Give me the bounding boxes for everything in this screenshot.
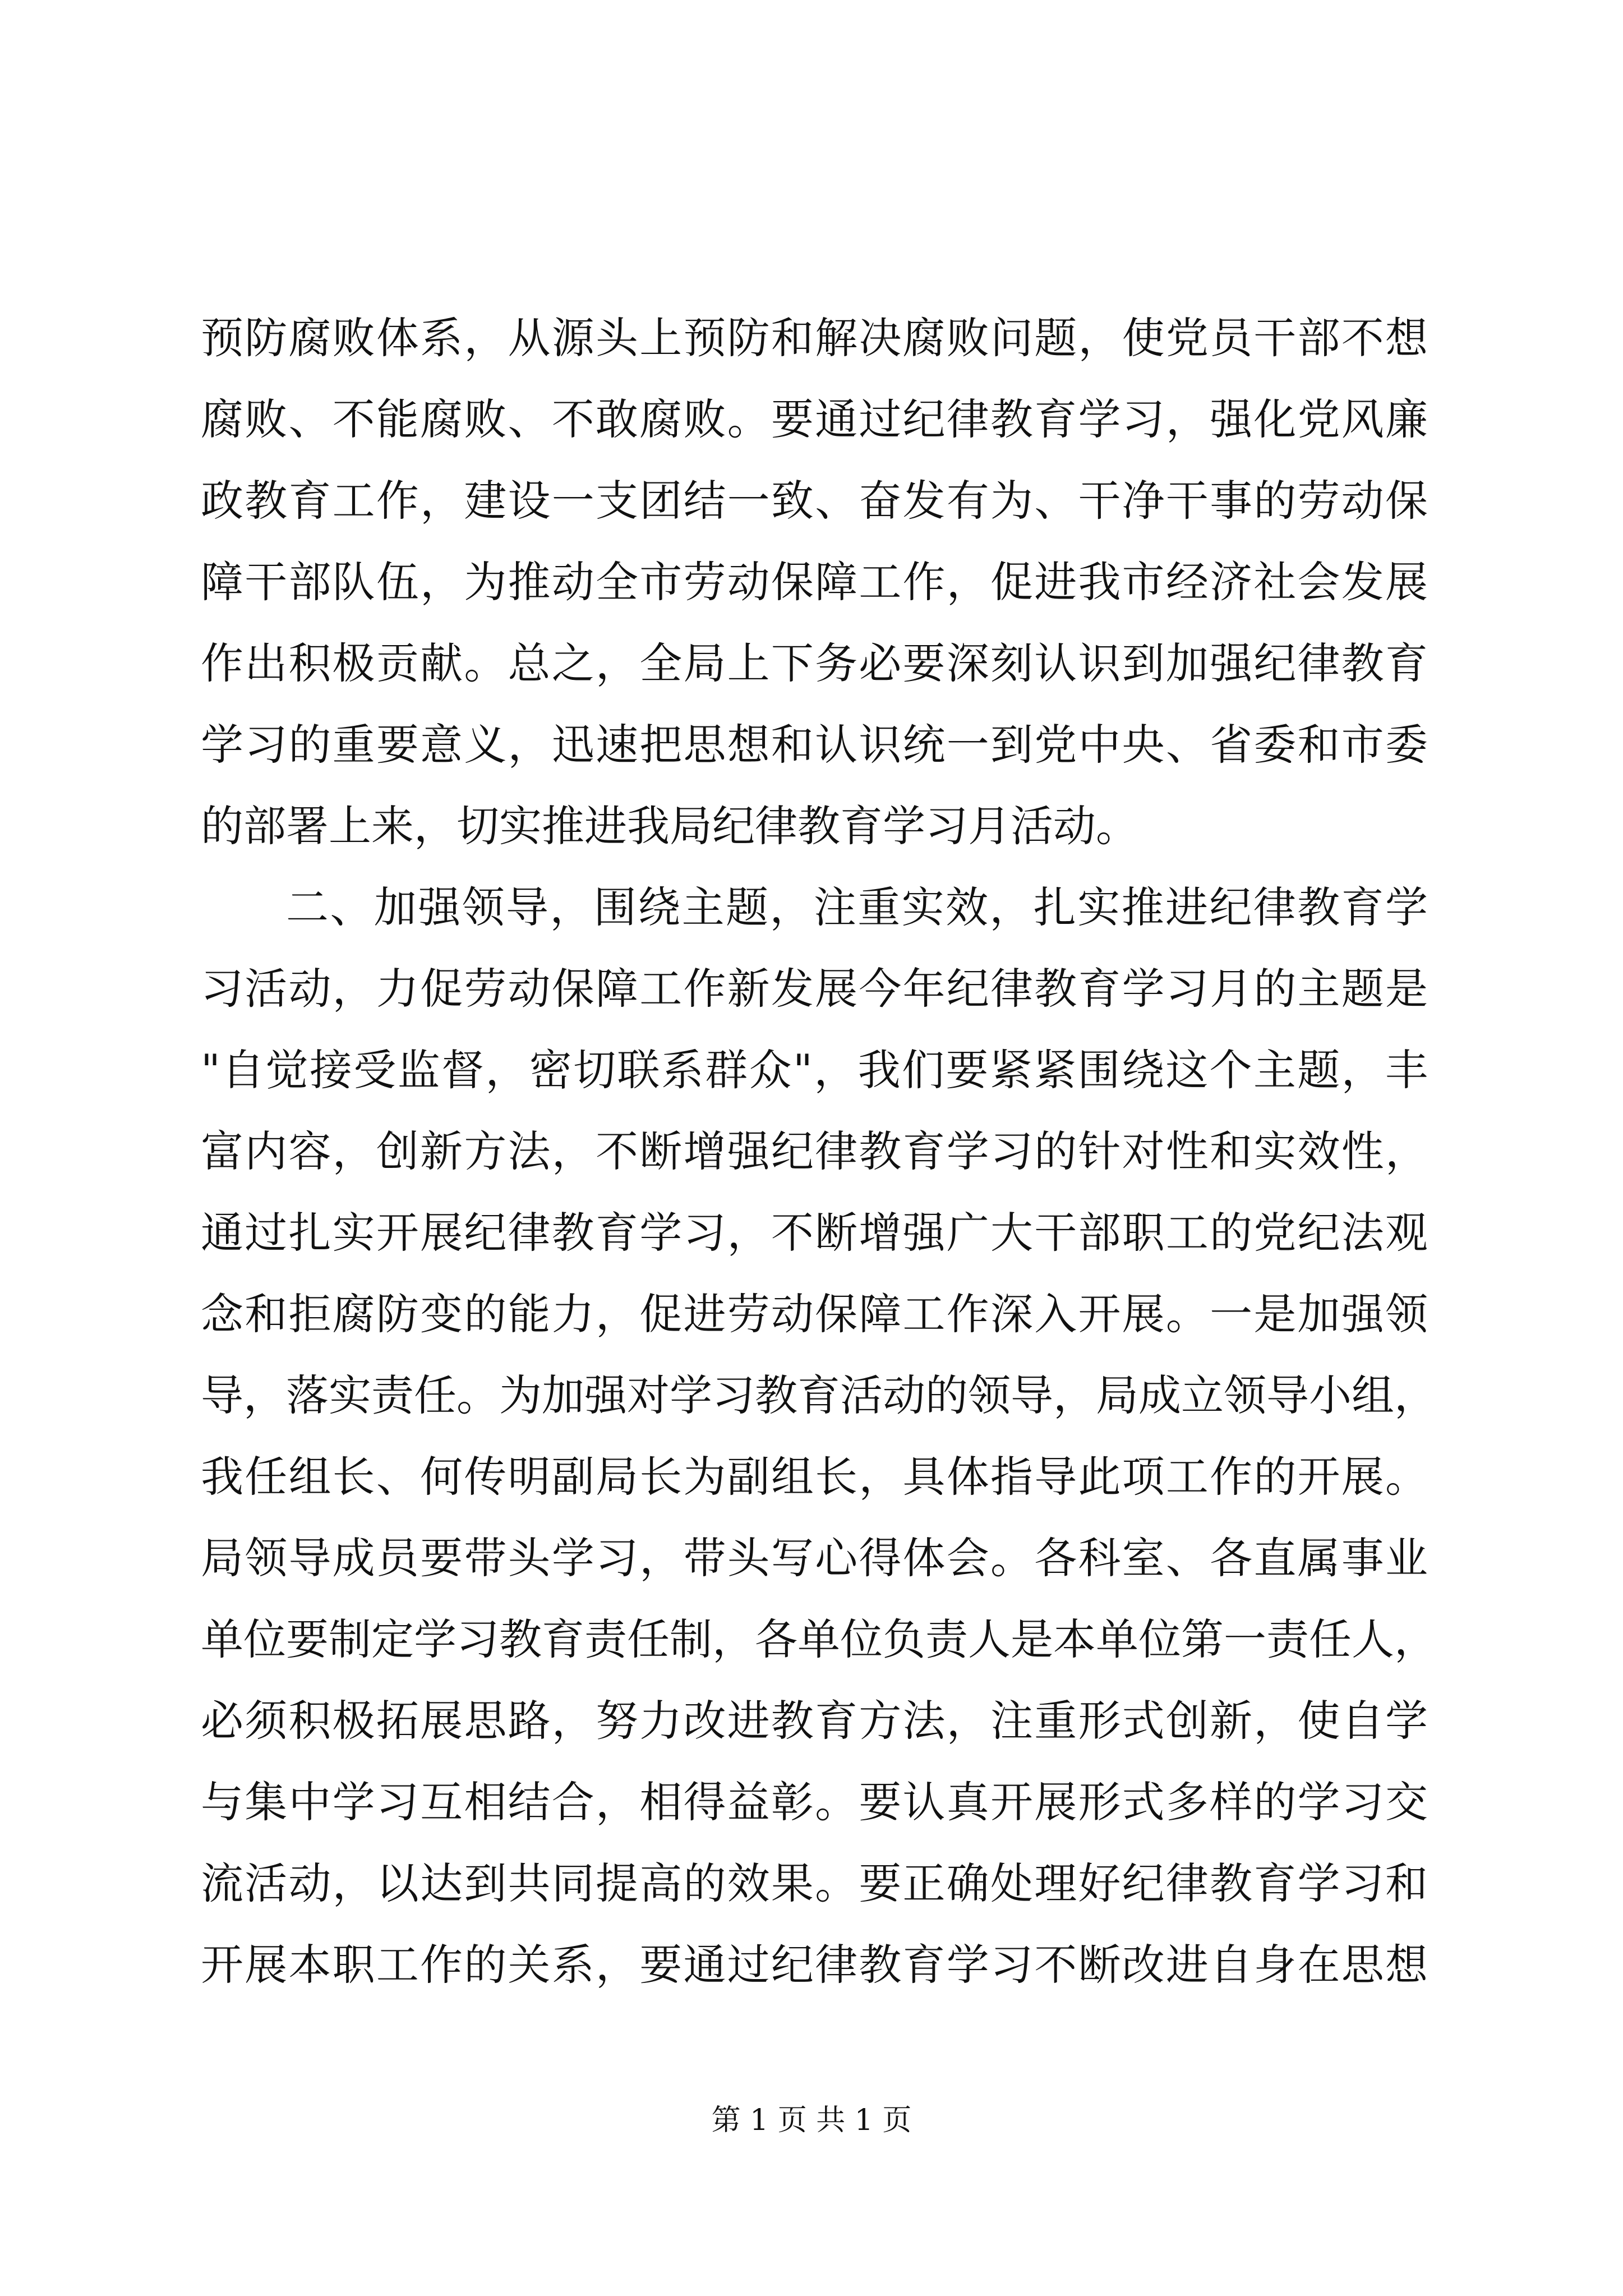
text-line: 预防腐败体系，从源头上预防和解决腐败问题，使党员干部不想	[201, 313, 1428, 363]
text-line: 通过扎实开展纪律教育学习，不断增强广大干部职工的党纪法观	[201, 1208, 1428, 1258]
text-line: 流活动，以达到共同提高的效果。要正确处理好纪律教育学习和	[201, 1858, 1428, 1908]
body-text	[201, 297, 1437, 2005]
text-line: 我任组长、何传明副局长为副组长，具体指导此项工作的开展。	[201, 1452, 1428, 1502]
text-line: 单位要制定学习教育责任制，各单位负责人是本单位第一责任人，	[201, 1614, 1437, 1664]
text-line: 念和拒腐防变的能力，促进劳动保障工作深入开展。一是加强领	[201, 1289, 1428, 1339]
text-line: 的部署上来，切实推进我局纪律教育学习月活动。	[201, 801, 1138, 851]
page-number-label: 第 1 页 共 1 页	[711, 2104, 912, 2137]
text-line: 腐败、不能腐败、不敢腐败。要通过纪律教育学习，强化党风廉	[201, 394, 1428, 444]
text-line: 障干部队伍，为推动全市劳动保障工作，促进我市经济社会发展	[201, 557, 1428, 607]
text-line: "自觉接受监督，密切联系群众"，我们要紧紧围绕这个主题，丰	[201, 1045, 1428, 1095]
text-line: 必须积极拓展思路，努力改进教育方法，注重形式创新，使自学	[201, 1696, 1428, 1746]
text-line: 与集中学习互相结合，相得益彰。要认真开展形式多样的学习交	[201, 1777, 1428, 1827]
text-line: 政教育工作，建设一支团结一致、奋发有为、干净干事的劳动保	[201, 476, 1428, 526]
text-line: 富内容，创新方法，不断增强纪律教育学习的针对性和实效性，	[201, 1126, 1428, 1176]
text-line: 导，落实责任。为加强对学习教育活动的领导，局成立领导小组，	[201, 1370, 1437, 1420]
text-line: 习活动，力促劳动保障工作新发展今年纪律教育学习月的主题是	[201, 964, 1428, 1014]
text-line: 局领导成员要带头学习，带头写心得体会。各科室、各直属事业	[201, 1533, 1428, 1583]
text-line: 开展本职工作的关系，要通过纪律教育学习不断改进自身在思想	[201, 1940, 1428, 1990]
page-footer	[0, 2101, 1623, 2140]
text-line: 学习的重要意义，迅速把思想和认识统一到党中央、省委和市委	[201, 720, 1428, 770]
section-heading-line: 二、加强领导，围绕主题，注重实效，扎实推进纪律教育学	[286, 882, 1428, 932]
text-line: 作出积极贡献。总之，全局上下务必要深刻认识到加强纪律教育	[201, 638, 1428, 688]
